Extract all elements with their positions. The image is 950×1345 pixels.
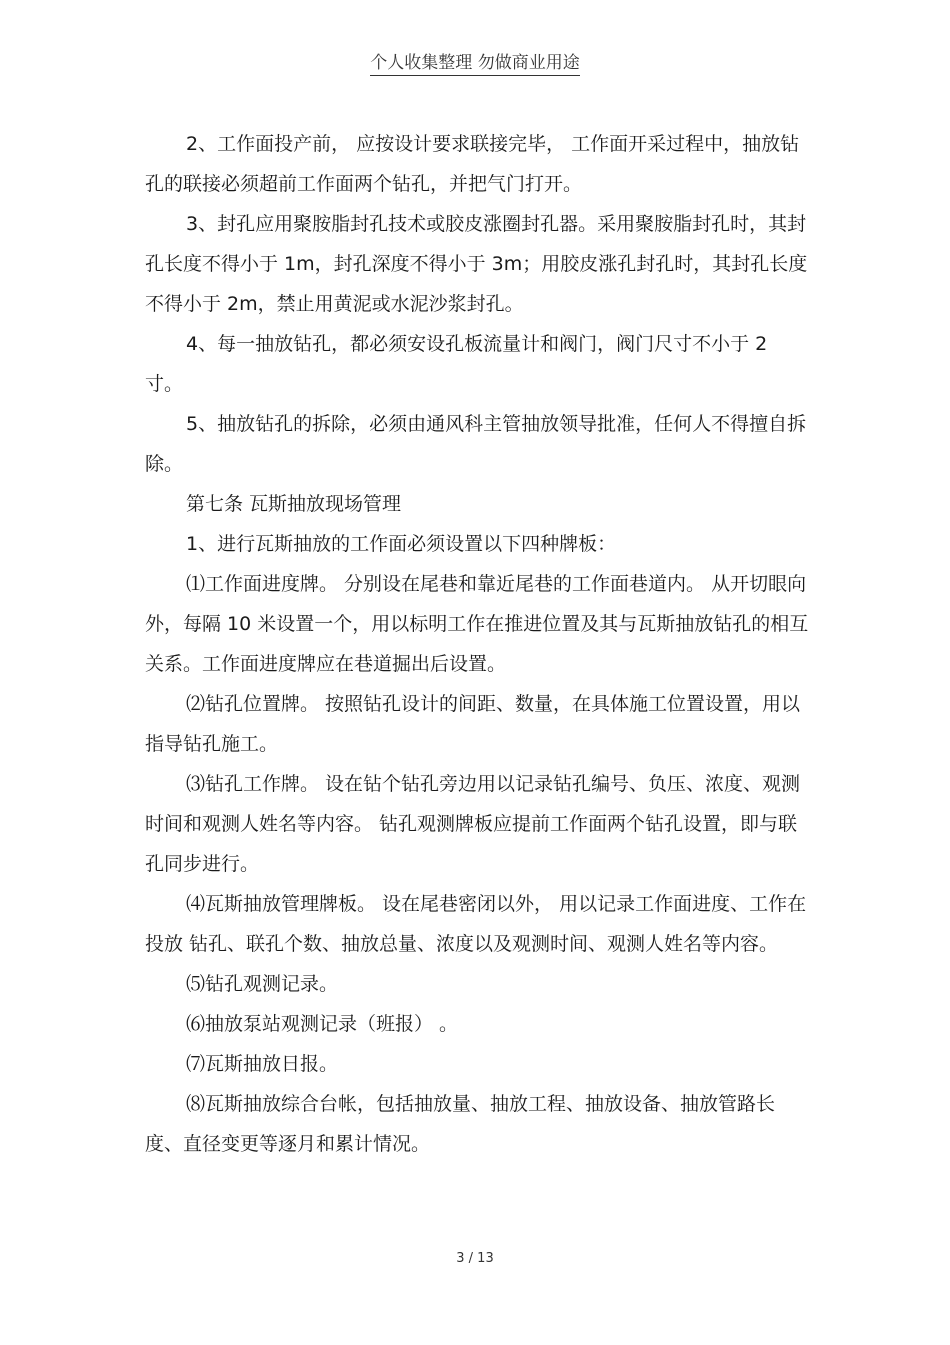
header-text: 个人收集整理 勿做商业用途 bbox=[370, 53, 579, 76]
paragraph: 2、工作面投产前， 应按设计要求联接完毕， 工作面开采过程中，抽放钻孔的联接必须超前工作面两个钻孔，并把气门打开。 bbox=[145, 133, 800, 195]
paragraph: ⑸钻孔观测记录。 bbox=[186, 973, 339, 995]
paragraph: 4、每一抽放钻孔，都必须安设孔板流量计和阀门，阀门尺寸不小于 2 寸。 bbox=[145, 333, 768, 395]
paragraph: ⑻瓦斯抽放综合台帐，包括抽放量、抽放工程、抽放设备、抽放管路长度、直径变更等逐月和累计情况。 bbox=[145, 1093, 776, 1155]
paragraph: ⑵钻孔位置牌。 按照钻孔设计的间距、数量，在具体施工位置设置，用以指导钻孔施工。 bbox=[145, 693, 801, 755]
paragraph: ⑷瓦斯抽放管理牌板。 设在尾巷密闭以外， 用以记录工作面进度、工作在投放 钻孔、联孔个数、抽放总量、浓度以及观测时间、观测人姓名等内容。 bbox=[145, 893, 807, 955]
paragraph: 1、进行瓦斯抽放的工作面必须设置以下四种牌板： bbox=[186, 533, 617, 555]
document-body bbox=[145, 124, 810, 1164]
page-header bbox=[0, 48, 950, 73]
page-number: 3 / 13 bbox=[456, 1251, 494, 1266]
paragraph: 3、封孔应用聚胺脂封孔技术或胶皮涨圈封孔器。采用聚胺脂封孔时，其封孔长度不得小于 1m，封孔深度不得小于 3m；用胶皮涨孔封孔时，其封孔长度不得小于 2m，禁止用黄泥或水泥沙浆封孔。 bbox=[145, 213, 808, 315]
section-heading: 第七条 瓦斯抽放现场管理 bbox=[186, 493, 402, 515]
paragraph: ⑴工作面进度牌。 分别设在尾巷和靠近尾巷的工作面巷道内。 从开切眼向外，每隔 10 米设置一个，用以标明工作在推进位置及其与瓦斯抽放钻孔的相互关系。工作面进度牌应在巷道掘出后设置。 bbox=[145, 573, 809, 675]
paragraph: 5、抽放钻孔的拆除，必须由通风科主管抽放领导批准，任何人不得擅自拆除。 bbox=[145, 413, 807, 475]
paragraph: ⑺瓦斯抽放日报。 bbox=[186, 1053, 339, 1075]
paragraph: ⑶钻孔工作牌。 设在钻个钻孔旁边用以记录钻孔编号、负压、浓度、观测时间和观测人姓名等内容。 钻孔观测牌板应提前工作面两个钻孔设置，即与联孔同步进行。 bbox=[145, 773, 801, 875]
paragraph: ⑹抽放泵站观测记录（班报） 。 bbox=[186, 1013, 459, 1035]
